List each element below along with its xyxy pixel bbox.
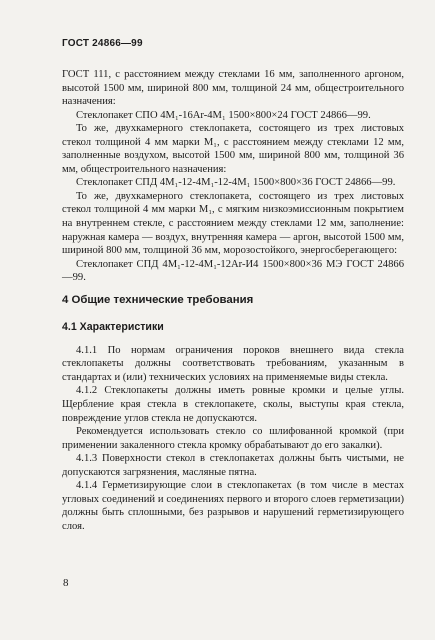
paragraph: ГОСТ 111, с расстоянием между стеклами 16 мм, заполненного аргоном, высотой 1500 мм, шириной 800 мм, толщиной 24 мм, общестроительного назначения: [62,69,404,108]
clause: 4.1.1 По нормам ограничения пороков внешнего вида стекла стеклопакеты должны соответствовать требованиям, указанным в стандартах и (или) технических условиях на применяемые виды стекла. [62,344,404,383]
document-body [62,68,404,534]
standard-header: ГОСТ 24866—99 [62,38,143,49]
clause: 4.1.2 Стеклопакеты должны иметь ровные кромки и целые углы. Щербление края стекла в стеклопакете, сколы, выступы края стекла, повреждение углов стекла не допускаются. [62,385,404,424]
paragraph: То же, двухкамерного стеклопакета, состоящего из трех листовых стекол толщиной 4 мм марки М₁, с мягким низкоэмиссионным покрытием на внутреннем стекле, с расстоянием между стеклами 12 мм, заполнение: наружная камера — воздух, внутренняя камера — аргон, высотой 1500 мм, шириной 800 мм, толщиной 36 мм, морозостойкого, энергосберегающего: [62,190,404,257]
paragraph-designation: Стеклопакет СПД 4М₁-12-4М₁-12Ar-И4 1500×800×36 МЭ ГОСТ 24866—99. [62,258,404,284]
paragraph-designation: Стеклопакет СПО 4М₁-16Ar-4М₁ 1500×800×24 ГОСТ 24866—99. [76,109,371,121]
section-heading: 4 Общие технические требования [62,293,254,306]
clause: Рекомендуется использовать стекло со шлифованной кромкой (при применении закаленного стекла кромку обрабатывают до его закалки). [62,426,404,451]
page-number: 8 [63,577,69,589]
clause: 4.1.4 Герметизирующие слои в стеклопакетах (в том числе в местах угловых соединений и соединениях первого и второго слоев герметизации) должны быть сплошными, без разрывов и нарушений герметизирующего слоя. [62,480,404,532]
paragraph: То же, двухкамерного стеклопакета, состоящего из трех листовых стекол толщиной 4 мм марки М₁, с расстоянием между стеклами 12 мм, заполненные воздухом, высотой 1500 мм, шириной 800 мм, толщиной 36 мм, общестроительного назначения: [62,123,404,175]
clause: 4.1.3 Поверхности стекол в стеклопакетах должны быть чистыми, не допускаются загрязнения, масляные пятна. [62,453,404,478]
subsection-heading: 4.1 Характеристики [62,321,164,334]
paragraph-designation: Стеклопакет СПД 4М₁-12-4М₁-12-4М₁ 1500×800×36 ГОСТ 24866—99. [76,177,396,189]
